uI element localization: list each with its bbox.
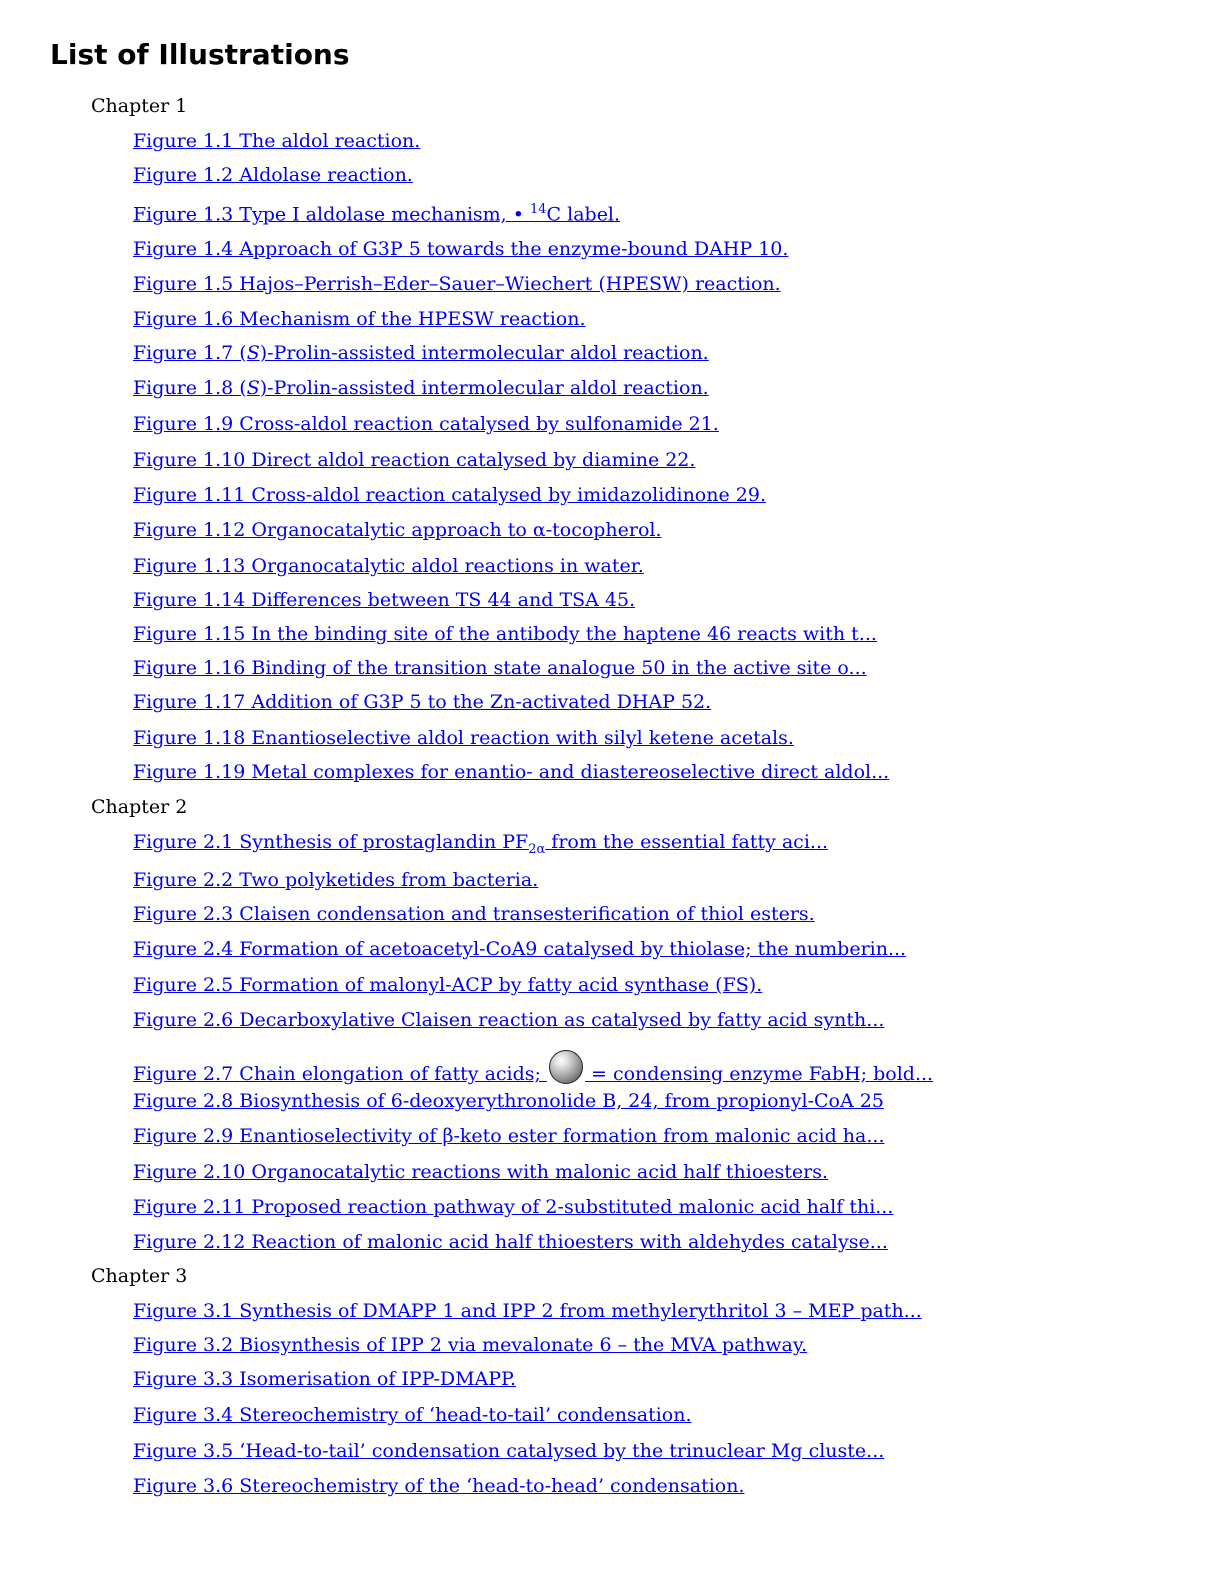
figure-link[interactable]: Figure 2.10 Organocatalytic reactions with malonic acid half thioesters. [133, 1161, 829, 1183]
figure-link[interactable]: Figure 2.5 Formation of malonyl-ACP by fatty acid synthase (FS). [133, 974, 763, 996]
figure-link[interactable]: Figure 1.12 Organocatalytic approach to α-tocopherol. [133, 519, 662, 541]
figure-link[interactable]: Figure 1.9 Cross-aldol reaction catalysed by sulfonamide 21. [133, 413, 719, 435]
figure-link[interactable]: Figure 1.11 Cross-aldol reaction catalysed by imidazolidinone 29. [133, 484, 766, 506]
figure-link[interactable]: Figure 1.3 Type I aldolase mechanism, • $^{14}$C label. [133, 202, 621, 226]
figure-link[interactable]: Figure 1.5 Hajos–Perrish–Eder–Sauer–Wiechert (HPESW) reaction. [133, 273, 781, 295]
figure-link[interactable]: Figure 1.1 The aldol reaction. [133, 130, 421, 152]
figure-link[interactable]: Figure 3.6 Stereochemistry of the ‘head-to-head’ condensation. [133, 1475, 745, 1497]
figure-link[interactable]: Figure 3.2 Biosynthesis of IPP 2 via mevalonate 6 – the MVA pathway. [133, 1334, 808, 1356]
figure-link[interactable]: Figure 1.6 Mechanism of the HPESW reaction. [133, 308, 586, 330]
figure-link[interactable]: Figure 1.8 (S)-Prolin-assisted intermolecular aldol reaction. [133, 377, 709, 399]
figure-link[interactable]: Figure 2.11 Proposed reaction pathway of 2-substituted malonic acid half thi... [133, 1196, 894, 1218]
figure-link[interactable]: Figure 2.6 Decarboxylative Claisen reaction as catalysed by fatty acid synth... [133, 1009, 885, 1031]
figure-link[interactable]: Figure 1.13 Organocatalytic aldol reactions in water. [133, 555, 644, 577]
figure-link[interactable]: Figure 2.1 Synthesis of prostaglandin $PF_{2\alpha}$ from the essential fatty aci... [133, 831, 829, 857]
figure-link[interactable]: Figure 1.19 Metal complexes for enantio- and diastereoselective direct aldol... [133, 761, 890, 783]
figure-link[interactable]: Figure 2.8 Biosynthesis of 6-deoxyerythronolide B, 24, from propionyl-CoA 25 [133, 1090, 884, 1112]
figure-link[interactable]: Figure 3.3 Isomerisation of IPP-DMAPP. [133, 1368, 517, 1390]
figure-link[interactable]: Figure 2.12 Reaction of malonic acid half thioesters with aldehydes catalyse... [133, 1231, 888, 1253]
grey-sphere-icon [549, 1050, 583, 1084]
figure-link[interactable]: Figure 1.7 (S)-Prolin-assisted intermolecular aldol reaction. [133, 342, 709, 364]
chapter-heading: Chapter 3 [91, 1265, 188, 1287]
figure-link[interactable]: Figure 3.4 Stereochemistry of ‘head-to-tail’ condensation. [133, 1404, 692, 1426]
figure-link[interactable]: Figure 2.4 Formation of acetoacetyl-CoA9 catalysed by thiolase; the numberin... [133, 938, 907, 960]
figure-link[interactable]: Figure 1.14 Differences between TS 44 and TSA 45. [133, 589, 636, 611]
figure-link[interactable]: Figure 1.18 Enantioselective aldol reaction with silyl ketene acetals. [133, 727, 794, 749]
figure-link[interactable]: Figure 2.2 Two polyketides from bacteria. [133, 869, 539, 891]
figure-link[interactable]: Figure 1.2 Aldolase reaction. [133, 164, 413, 186]
page-title: List of Illustrations [50, 38, 350, 71]
figure-link[interactable]: Figure 1.4 Approach of G3P 5 towards the enzyme-bound DAHP 10. [133, 238, 789, 260]
figure-link[interactable]: Figure 3.1 Synthesis of DMAPP 1 and IPP 2 from methylerythritol 3 – MEP path... [133, 1300, 922, 1322]
figure-link[interactable]: Figure 1.10 Direct aldol reaction catalysed by diamine 22. [133, 449, 696, 471]
figure-link[interactable]: Figure 2.9 Enantioselectivity of β-keto ester formation from malonic acid ha... [133, 1125, 885, 1147]
chapter-heading: Chapter 1 [91, 95, 188, 117]
figure-link[interactable]: Figure 2.7 Chain elongation of fatty acids; = condensing enzyme FabH; bold... [133, 1050, 933, 1085]
figure-link[interactable]: Figure 3.5 ‘Head-to-tail’ condensation catalysed by the trinuclear Mg cluste... [133, 1440, 885, 1462]
figure-link[interactable]: Figure 2.3 Claisen condensation and transesterification of thiol esters. [133, 903, 815, 925]
chapter-heading: Chapter 2 [91, 796, 188, 818]
figure-link[interactable]: Figure 1.16 Binding of the transition state analogue 50 in the active site o... [133, 657, 867, 679]
figure-link[interactable]: Figure 1.15 In the binding site of the antibody the haptene 46 reacts with t... [133, 623, 877, 645]
figure-link[interactable]: Figure 1.17 Addition of G3P 5 to the Zn-activated DHAP 52. [133, 691, 712, 713]
